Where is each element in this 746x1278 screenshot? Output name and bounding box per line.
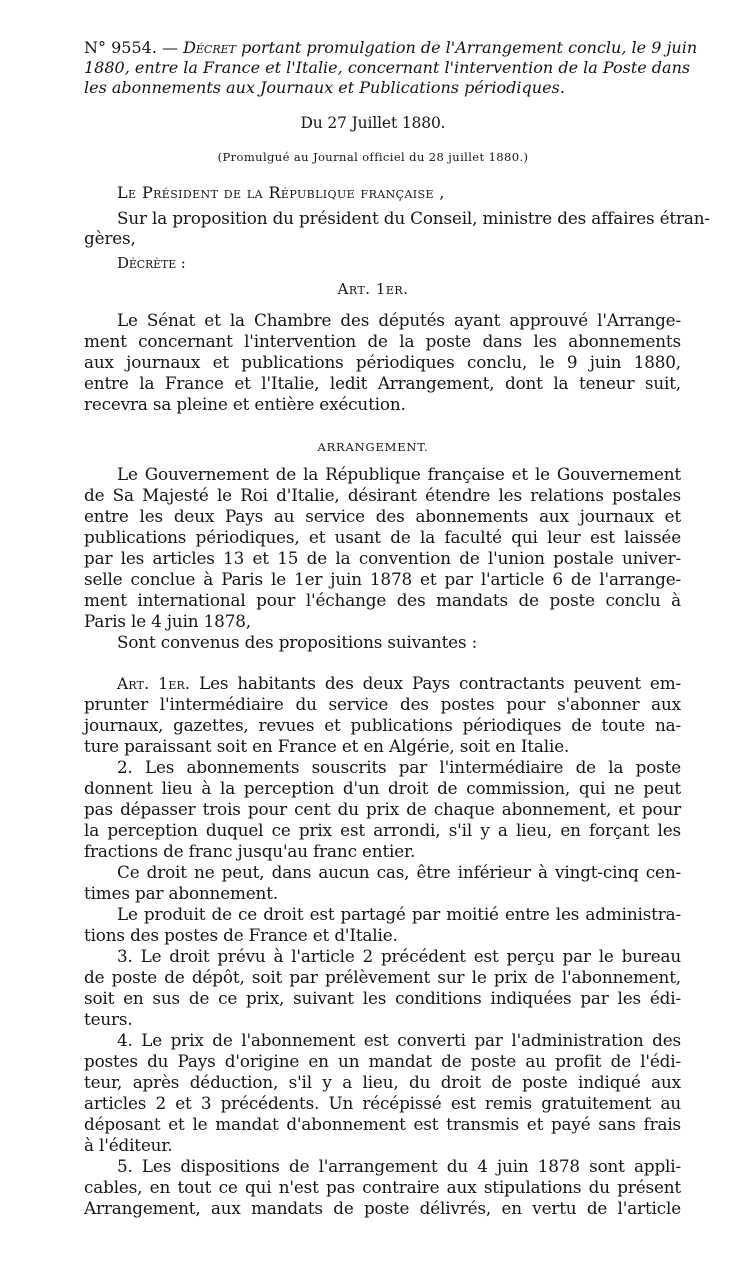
art4-line: teur, après déduction, s'il y a lieu, du droit de poste indiqué aux: [84, 1072, 681, 1092]
preamble-line: selle conclue à Paris le 1er juin 1878 et par l'article 6 de l'arrange-: [84, 569, 681, 589]
art4-line: à l'éditeur.: [84, 1135, 173, 1155]
article1-line: aux journaux et publications périodiques conclu, le 9 juin 1880,: [84, 352, 681, 372]
arr-art1-line: prunter l'intermédiaire du service des postes pour s'abonner aux: [84, 694, 681, 714]
article1-line: ment concernant l'intervention de la poste dans les abonnements: [84, 331, 681, 351]
produit-line: tions des postes de France et d'Italie.: [84, 925, 398, 945]
art3-line: de poste de dépôt, soit par prélèvement sur le prix de l'abonnement,: [84, 967, 681, 987]
art5-line: 5. Les dispositions de l'arrangement du 4 juin 1878 sont appli-: [117, 1156, 681, 1176]
decree-header-line-1: N° 9554. — Décret portant promulgation de l'Arrangement conclu, le 9 juin: [84, 38, 698, 57]
decree-header-line-3: les abonnements aux Journaux et Publications périodiques.: [84, 78, 565, 97]
date-line: Du 27 Juillet 1880.: [300, 114, 446, 132]
article1-line: entre la France et l'Italie, ledit Arrangement, dont la teneur suit,: [84, 373, 681, 393]
art5-line: cables, en tout ce qui n'est pas contraire aux stipulations du présent: [84, 1177, 681, 1197]
art3-line: teurs.: [84, 1009, 133, 1029]
art4-line: 4. Le prix de l'abonnement est converti par l'administration des: [117, 1030, 681, 1050]
art2-line: la perception duquel ce prix est arrondi, s'il y a lieu, en forçant les: [84, 820, 681, 840]
droit-line: Ce droit ne peut, dans aucun cas, être inférieur à vingt-cinq cen-: [117, 862, 681, 882]
arr-art1-line-1: Art. 1er. Les habitants des deux Pays contractants peuvent em-: [117, 673, 681, 693]
decree-header-line-2: 1880, entre la France et l'Italie, concernant l'intervention de la Poste dans: [84, 58, 691, 77]
droit-line: times par abonnement.: [84, 883, 278, 903]
arr-art1-label: Art. 1er.: [117, 675, 191, 693]
article1-line: Le Sénat et la Chambre des députés ayant approuvé l'Arrange-: [117, 310, 681, 330]
preamble-line: par les articles 13 et 15 de la convention de l'union postale univer-: [84, 548, 681, 568]
preamble-line: entre les deux Pays au service des abonnements aux journaux et: [84, 506, 681, 526]
decrete-label: Décrète :: [117, 254, 186, 272]
president-line: Le Président de la République française ,: [117, 183, 445, 202]
proposal-line-2: gères,: [84, 228, 136, 248]
art3-line: soit en sus de ce prix, suivant les conditions indiquées par les édi-: [84, 988, 681, 1008]
art2-line: fractions de franc jusqu'au franc entier.: [84, 841, 416, 861]
art2-line: 2. Les abonnements souscrits par l'intermédiaire de la poste: [117, 757, 681, 777]
art3-line: 3. Le droit prévu à l'article 2 précédent est perçu par le bureau: [117, 946, 681, 966]
arr-art1-line: journaux, gazettes, revues et publications périodiques de toute na-: [84, 715, 681, 735]
art4-line: articles 2 et 3 précédents. Un récépissé est remis gratuitement au: [84, 1093, 681, 1113]
arrangement-heading: ARRANGEMENT.: [317, 440, 429, 454]
art2-line: pas dépasser trois pour cent du prix de chaque abonnement, et pour: [84, 799, 681, 819]
art4-line: déposant et le mandat d'abonnement est transmis et payé sans frais: [84, 1114, 681, 1134]
article-1-heading: Art. 1er.: [337, 280, 409, 298]
promulgation-note: (Promulgué au Journal officiel du 28 juillet 1880.): [217, 150, 529, 164]
convenus-line: Sont convenus des propositions suivantes :: [117, 632, 478, 652]
preamble-line: publications périodiques, et usant de la faculté qui leur est laissée: [84, 527, 681, 547]
decree-number: N° 9554.: [84, 38, 157, 57]
proposal-line-1: Sur la proposition du président du Conseil, ministre des affaires étran-: [117, 208, 710, 228]
produit-line: Le produit de ce droit est partagé par moitié entre les administra-: [117, 904, 681, 924]
decree-word: Décret: [183, 38, 237, 57]
preamble-line: Paris le 4 juin 1878,: [84, 611, 251, 631]
art2-line: donnent lieu à la perception d'un droit de commission, qui ne peut: [84, 778, 681, 798]
art5-line: Arrangement, aux mandats de poste délivrés, en vertu de l'article: [84, 1198, 681, 1218]
preamble-line: de Sa Majesté le Roi d'Italie, désirant étendre les relations postales: [84, 485, 681, 505]
preamble-line: Le Gouvernement de la République française et le Gouvernement: [117, 464, 681, 484]
article1-line: recevra sa pleine et entière exécution.: [84, 394, 406, 414]
preamble-line: ment international pour l'échange des mandats de poste conclu à: [84, 590, 681, 610]
arr-art1-line: ture paraissant soit en France et en Algérie, soit en Italie.: [84, 736, 570, 756]
art4-line: postes du Pays d'origine en un mandat de poste au profit de l'édi-: [84, 1051, 681, 1071]
